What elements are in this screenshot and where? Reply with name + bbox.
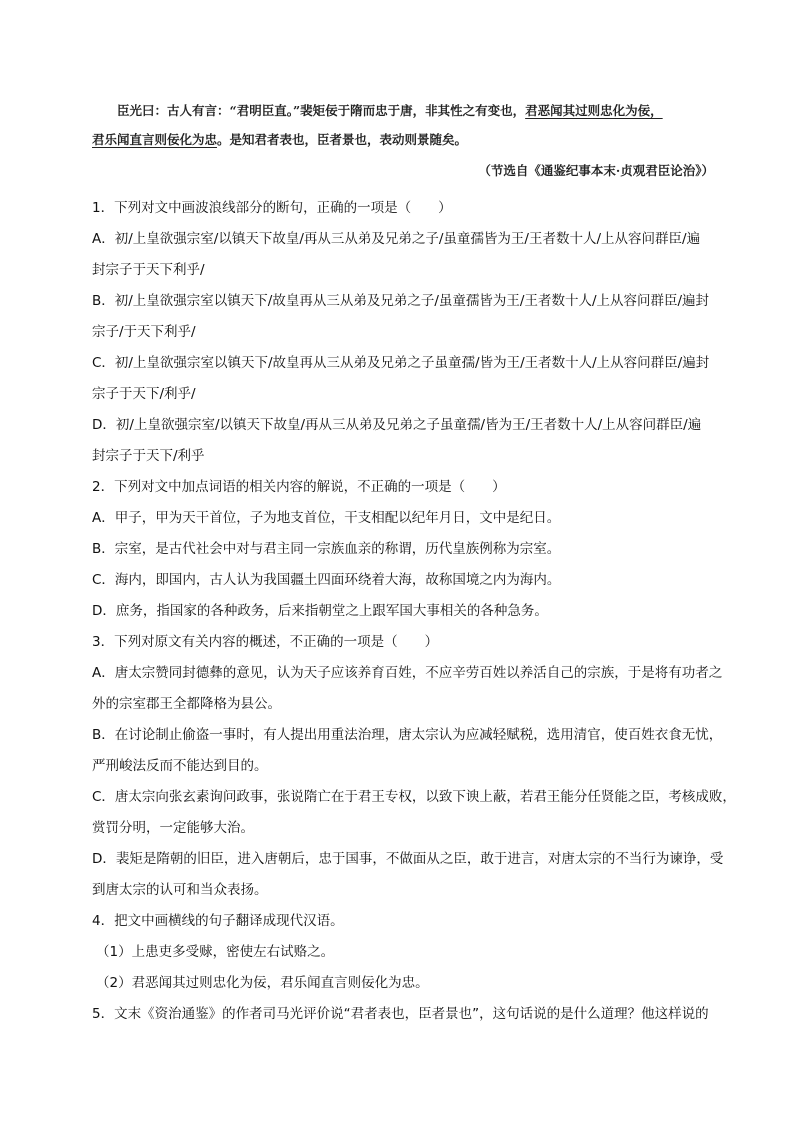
question-1-option-c: C．初/上皇欲强宗室以镇天下/故皇再从三从弟及兄弟之子虽童孺/皆为王/王者数十人/上从容问群臣/遍封 [92,355,710,371]
question-3-option-a: A．唐太宗赞同封德彝的意见，认为天子应该养育百姓，不应辛劳百姓以养活自己的宗族，于是将有功者之 [92,665,723,681]
question-5-stem: 5．文末《资治通鉴》的作者司马光评价说“君者表也，臣者景也”，这句话说的是什么道理？他这样说的 [92,1006,709,1022]
question-4-sentence-1: （1）上患吏多受赇，密使左右试赂之。 [96,944,335,960]
question-2-option-c: C．海内，即国内，古人认为我国疆土四面环绕着大海，故称国境之内为海内。 [92,572,561,588]
passage-source: （节选自《通鉴纪事本末·贞观君臣论治》） [478,163,714,178]
question-2-option-d: D．庶务，指国家的各种政务，后来指朝堂之上跟军国大事相关的各种急务。 [92,603,548,619]
question-1-option-d: D．初/上皇欲强宗室/以镇天下故皇/再从三从弟及兄弟之子虽童孺/皆为王/王者数十人/上从容问群臣/遍 [92,417,702,433]
question-1-option-a: A．初/上皇欲强宗室/以镇天下故皇/再从三从弟及兄弟之子/虽童孺皆为王/王者数十人/上从容问群臣/遍 [92,231,701,247]
question-3-option-c: C．唐太宗向张玄素询问政事，张说隋亡在于君王专权，以致下谀上蔽，若君王能分任贤能之臣，考核成败， [92,789,736,805]
question-4-sentence-2: （2）君恶闻其过则忠化为佞，君乐闻直言则佞化为忠。 [96,975,429,991]
question-3-option-c-cont: 赏罚分明，一定能够大治。 [92,820,254,836]
question-3-option-b: B．在讨论制止偷盗一事时，有人提出用重法治理，唐太宗认为应减轻赋税，选用清官，使百姓衣食无忧， [92,727,723,743]
question-1-stem: 1．下列对文中画波浪线部分的断句，正确的一项是（ ） [92,200,452,216]
question-1-option-d-cont: 封宗子于天下/利乎 [92,448,205,464]
question-3-option-b-cont: 严刑峻法反而不能达到目的。 [92,758,268,774]
question-1-option-b-cont: 宗子/于天下利乎/ [92,324,196,340]
question-1-option-a-cont: 封宗子于天下利乎/ [92,262,205,278]
question-1-option-c-cont: 宗子于天下/利乎/ [92,386,196,402]
passage-line-2 [92,130,732,148]
question-3-option-d-cont: 到唐太宗的认可和当众表扬。 [92,882,268,898]
question-2-option-b: B．宗室，是古代社会中对与君主同一宗族血亲的称谓，历代皇族例称为宗室。 [92,541,561,557]
passage-text: 。是知君者表也，臣者景也，表动则景随矣。 [217,132,468,147]
question-2-option-a: A．甲子，甲为天干首位，子为地支首位，干支相配以纪年月日，文中是纪日。 [92,510,561,526]
underlined-sentence: 君乐闻直言则佞化为忠 [92,132,218,147]
question-4-stem: 4．把文中画横线的句子翻译成现代汉语。 [92,913,344,929]
question-3-option-a-cont: 外的宗室郡王全都降格为县公。 [92,696,281,712]
passage-line-1 [117,101,757,119]
underlined-sentence: 君恶闻其过则忠化为佞， [525,103,663,118]
question-2-stem: 2．下列对文中加点词语的相关内容的解说，不正确的一项是（ ） [92,479,506,495]
question-1-option-b: B．初/上皇欲强宗室以镇天下/故皇再从三从弟及兄弟之子/虽童孺皆为王/王者数十人/上从容问群臣/遍封 [92,293,710,309]
question-3-option-d: D．裴矩是隋朝的旧臣，进入唐朝后，忠于国事，不做面从之臣，敢于进言，对唐太宗的不当行为谏诤，受 [92,851,724,867]
question-3-stem: 3．下列对原文有关内容的概述，不正确的一项是（ ） [92,634,439,650]
passage-text: 臣光曰：古人有言：“君明臣直。”裴矩佞于隋而忠于唐，非其性之有变也， [117,103,526,118]
